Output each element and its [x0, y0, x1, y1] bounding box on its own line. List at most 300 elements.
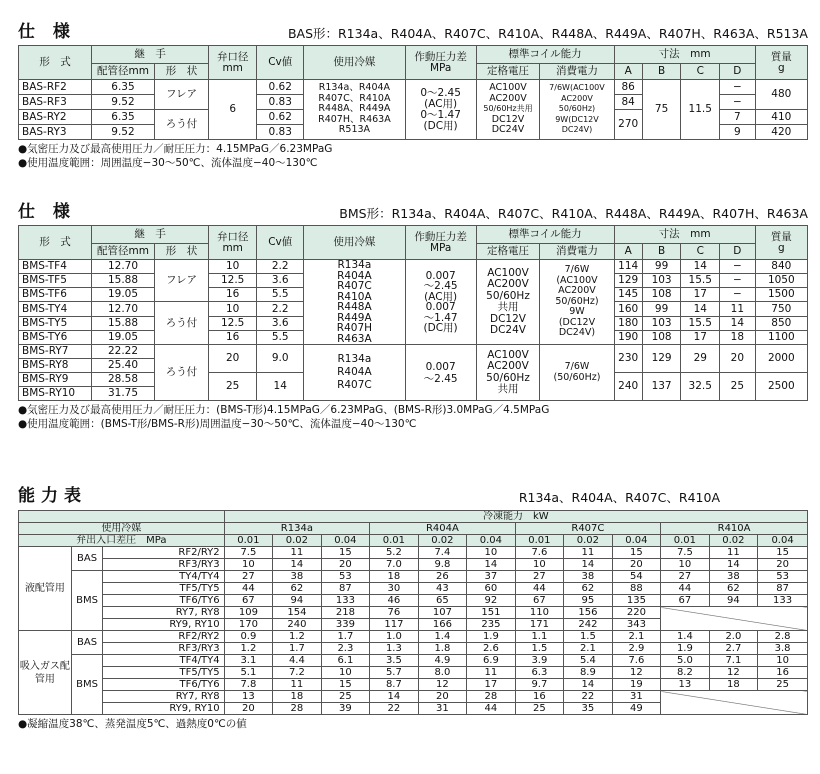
cap-value-cell: 37	[467, 571, 516, 583]
cap-model-cell: RY9, RY10	[103, 619, 224, 631]
port-cell: 6	[209, 80, 257, 140]
model-cell: BMS-RY7	[19, 345, 92, 359]
cap-head-dp-value: 0.02	[709, 535, 758, 547]
cap-value-cell: 38	[709, 571, 758, 583]
shape-cell: フレア	[154, 260, 208, 302]
cap-value-cell: 6.1	[321, 655, 370, 667]
cap-value-cell: 1.5	[515, 643, 564, 655]
h-mass: 質量 g	[755, 226, 807, 260]
cap-value-cell: 5.2	[370, 547, 419, 559]
cap-head-dp-value: 0.01	[370, 535, 419, 547]
cap-value-cell: 10	[321, 667, 370, 679]
dp-cell: 0.007 〜2.45 (AC用) 0.007 〜1.47 (DC用)	[405, 260, 476, 345]
mass-cell: 2000	[755, 345, 807, 373]
cap-value-cell: 235	[467, 619, 516, 631]
cap-value-cell: 7.4	[418, 547, 467, 559]
mass-cell: 1100	[755, 331, 807, 345]
pipe-cell: 6.35	[92, 110, 155, 125]
cap-value-cell: 67	[515, 595, 564, 607]
cap-head-ref: R404A	[370, 523, 516, 535]
model-cell: BMS-TY5	[19, 317, 92, 331]
cap-value-cell: 1.7	[273, 643, 322, 655]
power-cell: 7/6W (50/60Hz)	[540, 345, 614, 401]
cap-value-cell: 31	[612, 691, 661, 703]
cap-value-cell: 16	[515, 691, 564, 703]
cap-value-cell: 1.7	[321, 631, 370, 643]
power-cell: 7/6W (AC100V AC200V 50/60Hz) 9W (DC12V DC24V)	[540, 260, 614, 345]
cap-value-cell: 2.7	[709, 643, 758, 655]
cap-value-cell: 43	[418, 583, 467, 595]
a-cell: 84	[614, 95, 642, 110]
port-cell: 10	[209, 302, 257, 317]
cap-title: 能力表	[18, 486, 87, 506]
cap-value-cell: 14	[370, 691, 419, 703]
cap-value-cell: 30	[370, 583, 419, 595]
cv-cell: 14	[257, 373, 304, 401]
cap-value-cell: 220	[612, 607, 661, 619]
cap-value-cell: 2.1	[564, 643, 613, 655]
bas-spec-table	[18, 45, 808, 140]
h-volt: 定格電圧	[476, 244, 540, 260]
cap-value-cell: 2.6	[467, 643, 516, 655]
cap-head-ref: R134a	[224, 523, 370, 535]
cap-value-cell: 1.0	[370, 631, 419, 643]
cap-value-cell: 14	[564, 559, 613, 571]
cap-value-cell: 12	[709, 667, 758, 679]
cap-value-cell: 11	[709, 547, 758, 559]
cap-value-cell: 15	[612, 547, 661, 559]
cap-value-cell: 38	[273, 571, 322, 583]
a-cell: 160	[614, 302, 642, 317]
cap-refrigerants: R134a、R404A、R407C、R410A	[518, 490, 720, 505]
h-port: 弁口径 mm	[209, 226, 257, 260]
cap-value-cell: 17	[467, 679, 516, 691]
cap-value-cell: 1.8	[418, 643, 467, 655]
cap-value-cell: 38	[564, 571, 613, 583]
refrig-cell: R134a R404A R407C	[304, 345, 405, 401]
cap-value-cell: 170	[224, 619, 273, 631]
pipe-cell: 9.52	[92, 125, 155, 140]
port-cell: 16	[209, 331, 257, 345]
refrig-cell: R134a、R404A R407C、R410A R448A、R449A R407H、R463A R513A	[304, 80, 405, 140]
cv-cell: 0.62	[257, 110, 304, 125]
cv-cell: 5.5	[257, 288, 304, 302]
cap-value-cell: 0.9	[224, 631, 273, 643]
cap-value-cell: 7.6	[515, 547, 564, 559]
bas-note: ●使用温度範囲：周囲温度−30〜50℃、流体温度−40〜130℃	[18, 157, 318, 169]
bas-notes	[18, 142, 808, 170]
h-model: 形 式	[19, 226, 92, 260]
cap-value-cell: 1.5	[564, 631, 613, 643]
c-cell: 15.5	[681, 317, 720, 331]
cv-cell: 2.2	[257, 260, 304, 274]
cap-model-cell: TF4/TY4	[103, 655, 224, 667]
a-cell: 145	[614, 288, 642, 302]
refrig-cell: R134a R404A R407C R410A R448A R449A R407H R463A	[304, 260, 405, 345]
cap-value-cell: 1.3	[370, 643, 419, 655]
d-cell: 7	[720, 110, 756, 125]
cap-value-cell: 14	[467, 559, 516, 571]
volt-cell: AC100V AC200V 50/60Hz 共用 DC12V DC24V	[476, 260, 540, 345]
cap-value-cell: 20	[321, 559, 370, 571]
model-cell: BMS-RY8	[19, 359, 92, 373]
cap-value-cell: 4.9	[418, 655, 467, 667]
pipe-cell: 15.88	[92, 274, 155, 288]
cap-head-dp-value: 0.02	[564, 535, 613, 547]
pipe-cell: 19.05	[92, 331, 155, 345]
port-cell: 16	[209, 288, 257, 302]
cap-value-cell: 2.1	[612, 631, 661, 643]
cap-value-cell: 156	[564, 607, 613, 619]
model-cell: BMS-TF4	[19, 260, 92, 274]
h-model: 形 式	[19, 46, 92, 80]
pipe-cell: 31.75	[92, 387, 155, 401]
h-dp: 作動圧力差 MPa	[405, 46, 476, 80]
h-shape: 形 状	[154, 64, 208, 80]
cap-value-cell: 18	[709, 679, 758, 691]
cap-value-cell: 14	[273, 559, 322, 571]
h-volt: 定格電圧	[476, 64, 540, 80]
h-a: A	[614, 244, 642, 260]
bas-note: ●気密圧力及び最高使用圧力／耐圧圧力：4.15MPaG／6.23MPaG	[18, 143, 333, 155]
shape-cell: ろう付	[154, 302, 208, 345]
cap-head-dp-value: 0.01	[661, 535, 710, 547]
cap-value-cell: 1.4	[661, 631, 710, 643]
cap-value-cell: 46	[370, 595, 419, 607]
cap-value-cell: 49	[612, 703, 661, 715]
cap-value-cell: 27	[515, 571, 564, 583]
cap-value-cell: 7.5	[661, 547, 710, 559]
cap-value-cell: 8.0	[418, 667, 467, 679]
pipe-cell: 12.70	[92, 260, 155, 274]
a-cell: 114	[614, 260, 642, 274]
cap-value-cell: 12	[418, 679, 467, 691]
cap-value-cell: 44	[661, 583, 710, 595]
d-cell: −	[720, 288, 756, 302]
b-cell: 103	[642, 274, 681, 288]
d-cell: 14	[720, 317, 756, 331]
cap-value-cell: 8.7	[370, 679, 419, 691]
cap-value-cell: 6.3	[515, 667, 564, 679]
cap-value-cell: 18	[370, 571, 419, 583]
cap-value-cell: 10	[661, 559, 710, 571]
cap-value-cell: 16	[758, 667, 808, 679]
b-cell: 103	[642, 317, 681, 331]
cap-value-cell: 12	[612, 667, 661, 679]
cap-value-cell: 7.2	[273, 667, 322, 679]
d-cell: −	[720, 95, 756, 110]
h-a: A	[614, 64, 642, 80]
model-cell: BMS-TF6	[19, 288, 92, 302]
cv-cell: 3.6	[257, 317, 304, 331]
cap-value-cell: 4.4	[273, 655, 322, 667]
cap-value-cell: 18	[273, 691, 322, 703]
cap-value-cell: 13	[661, 679, 710, 691]
cv-cell: 0.83	[257, 95, 304, 110]
volt-cell: AC100V AC200V 50/60Hz 共用	[476, 345, 540, 401]
cap-value-cell: 7.0	[370, 559, 419, 571]
cap-value-cell: 76	[370, 607, 419, 619]
h-cv: Cv値	[257, 226, 304, 260]
b-cell: 99	[642, 302, 681, 317]
cap-value-cell: 25	[758, 679, 808, 691]
cap-value-cell: 6.9	[467, 655, 516, 667]
b-cell: 137	[642, 373, 681, 401]
capacity-table	[18, 510, 808, 715]
model-cell: BMS-RY10	[19, 387, 92, 401]
h-b: B	[642, 244, 681, 260]
pipe-cell: 12.70	[92, 302, 155, 317]
cap-value-cell: 2.3	[321, 643, 370, 655]
cap-value-cell: 20	[418, 691, 467, 703]
c-cell: 17	[681, 288, 720, 302]
cap-value-cell: 2.0	[709, 631, 758, 643]
cap-value-cell: 5.4	[564, 655, 613, 667]
cap-value-cell: 5.7	[370, 667, 419, 679]
cap-value-cell: 109	[224, 607, 273, 619]
cap-value-cell: 11	[467, 667, 516, 679]
power-cell: 7/6W(AC100V AC200V 50/60Hz) 9W(DC12V DC24V)	[540, 80, 614, 140]
cap-model-cell: TY4/TY4	[103, 571, 224, 583]
cap-value-cell: 25	[321, 691, 370, 703]
cap-value-cell: 110	[515, 607, 564, 619]
cap-model-cell: RF3/RY3	[103, 643, 224, 655]
h-power: 消費電力	[540, 64, 614, 80]
mass-cell: 420	[755, 125, 807, 140]
cap-model-cell: RF2/RY2	[103, 547, 224, 559]
cap-head-dp-value: 0.04	[321, 535, 370, 547]
cap-head-capacity: 冷凍能力 kW	[224, 511, 807, 523]
a-cell: 180	[614, 317, 642, 331]
cap-head-dp-value: 0.04	[758, 535, 808, 547]
cap-value-cell: 11	[273, 547, 322, 559]
pipe-cell: 19.05	[92, 288, 155, 302]
cap-value-cell: 242	[564, 619, 613, 631]
h-c: C	[681, 64, 720, 80]
cap-value-cell: 54	[612, 571, 661, 583]
cap-value-cell: 67	[224, 595, 273, 607]
model-cell: BAS-RY3	[19, 125, 92, 140]
cap-model-cell: RF2/RY2	[103, 631, 224, 643]
a-cell: 270	[614, 110, 642, 140]
pipe-cell: 28.58	[92, 373, 155, 387]
shape-cell: ろう付	[154, 110, 208, 140]
cap-value-cell: 67	[661, 595, 710, 607]
h-refrig: 使用冷媒	[304, 226, 405, 260]
cap-value-cell: 19	[612, 679, 661, 691]
cap-value-cell: 20	[224, 703, 273, 715]
h-c: C	[681, 244, 720, 260]
cap-series-label: BMS	[71, 655, 103, 715]
bas-section	[18, 20, 808, 170]
port-cell: 20	[209, 345, 257, 373]
cap-model-cell: RF3/RY3	[103, 559, 224, 571]
cap-head-dp-value: 0.04	[612, 535, 661, 547]
cap-value-cell: 1.9	[467, 631, 516, 643]
port-cell: 10	[209, 260, 257, 274]
d-cell: 9	[720, 125, 756, 140]
cap-value-cell: 9.7	[515, 679, 564, 691]
cap-value-cell: 15	[321, 547, 370, 559]
mass-cell: 750	[755, 302, 807, 317]
cap-model-cell: TF6/TY6	[103, 595, 224, 607]
cap-value-cell: 13	[224, 691, 273, 703]
cap-blank-head	[19, 511, 225, 523]
pipe-cell: 25.40	[92, 359, 155, 373]
cap-value-cell: 343	[612, 619, 661, 631]
cap-value-cell: 87	[758, 583, 808, 595]
capacity-section	[18, 484, 808, 731]
cap-value-cell: 171	[515, 619, 564, 631]
bms-spec-table	[18, 225, 808, 401]
cap-series-label: BAS	[71, 547, 103, 571]
h-coil: 標準コイル能力	[476, 226, 614, 244]
cap-head-dp-value: 0.01	[224, 535, 273, 547]
h-dim: 寸法 mm	[614, 226, 755, 244]
mass-cell: 410	[755, 110, 807, 125]
cap-head-dp-value: 0.02	[418, 535, 467, 547]
cap-model-cell: RY9, RY10	[103, 703, 224, 715]
cap-note: ●凝縮温度38℃、蒸発温度5℃、過熱度0℃の値	[18, 718, 247, 730]
a-cell: 190	[614, 331, 642, 345]
cap-value-cell: 94	[273, 595, 322, 607]
model-cell: BAS-RY2	[19, 110, 92, 125]
cap-usage-label: 吸入ガス配管用	[19, 631, 72, 715]
cap-value-cell: 53	[758, 571, 808, 583]
cap-value-cell: 2.9	[612, 643, 661, 655]
a-cell: 86	[614, 80, 642, 95]
a-cell: 129	[614, 274, 642, 288]
h-d: D	[720, 64, 756, 80]
cap-value-cell: 107	[418, 607, 467, 619]
cap-value-cell: 44	[467, 703, 516, 715]
cap-value-cell: 10	[515, 559, 564, 571]
mass-cell: 2500	[755, 373, 807, 401]
cap-value-cell: 7.6	[612, 655, 661, 667]
shape-cell: フレア	[154, 80, 208, 110]
cap-model-cell: RY7, RY8	[103, 691, 224, 703]
cap-value-cell: 39	[321, 703, 370, 715]
h-pipe: 配管径mm	[92, 64, 155, 80]
cap-value-cell: 94	[709, 595, 758, 607]
cap-value-cell: 9.8	[418, 559, 467, 571]
cap-head-dp-value: 0.01	[515, 535, 564, 547]
cap-value-cell: 20	[758, 559, 808, 571]
b-cell: 129	[642, 345, 681, 373]
cap-value-cell: 8.2	[661, 667, 710, 679]
cap-value-cell: 1.9	[661, 643, 710, 655]
cap-value-cell: 14	[564, 679, 613, 691]
cap-value-cell: 65	[418, 595, 467, 607]
b-cell: 75	[642, 80, 681, 140]
cap-value-cell: 133	[321, 595, 370, 607]
cv-cell: 0.83	[257, 125, 304, 140]
h-refrig: 使用冷媒	[304, 46, 405, 80]
cv-cell: 5.5	[257, 331, 304, 345]
c-cell: 15.5	[681, 274, 720, 288]
mass-cell: 480	[755, 80, 807, 110]
cap-value-cell: 133	[758, 595, 808, 607]
cap-head-dp: 弁出入口差圧 MPa	[19, 535, 225, 547]
bms-note: ●気密圧力及び最高使用圧力／耐圧圧力：(BMS-T形)4.15MPaG／6.23MPaG、(BMS-R形)3.0MPaG／4.5MPaG	[18, 404, 550, 416]
h-coil: 標準コイル能力	[476, 46, 614, 64]
cap-value-cell: 44	[515, 583, 564, 595]
cap-value-cell: 27	[661, 571, 710, 583]
cap-model-cell: TF5/TY5	[103, 583, 224, 595]
cap-value-cell: 218	[321, 607, 370, 619]
cap-value-cell: 15	[321, 679, 370, 691]
cap-value-cell: 27	[224, 571, 273, 583]
cap-value-cell: 10	[224, 559, 273, 571]
h-dim: 寸法 mm	[614, 46, 755, 64]
model-cell: BMS-RY9	[19, 373, 92, 387]
cap-value-cell: 7.1	[709, 655, 758, 667]
cap-model-cell: RY7, RY8	[103, 607, 224, 619]
bms-notes	[18, 403, 808, 431]
cap-value-cell: 11	[564, 547, 613, 559]
cap-value-cell: 44	[224, 583, 273, 595]
cap-value-cell: 10	[758, 655, 808, 667]
c-cell: 11.5	[681, 80, 720, 140]
mass-cell: 1500	[755, 288, 807, 302]
mass-cell: 840	[755, 260, 807, 274]
cap-value-cell: 3.8	[758, 643, 808, 655]
bms-note: ●使用温度範囲：(BMS-T形/BMS-R形)周囲温度−30〜50℃、流体温度−40〜130℃	[18, 418, 417, 430]
volt-cell: AC100V AC200V 50/60Hz共用 DC12V DC24V	[476, 80, 540, 140]
pipe-cell: 6.35	[92, 80, 155, 95]
h-mass: 質量 g	[755, 46, 807, 80]
d-cell: −	[720, 80, 756, 95]
cap-value-cell: 5.0	[661, 655, 710, 667]
cap-value-cell: 7.5	[224, 547, 273, 559]
cap-value-cell: 60	[467, 583, 516, 595]
d-cell: 20	[720, 345, 756, 373]
cap-value-cell: 22	[564, 691, 613, 703]
cap-value-cell: 25	[515, 703, 564, 715]
cap-value-cell: 35	[564, 703, 613, 715]
cap-value-cell: 11	[273, 679, 322, 691]
model-cell: BMS-TY4	[19, 302, 92, 317]
cap-value-cell: 62	[273, 583, 322, 595]
h-shape: 形 状	[154, 244, 208, 260]
cap-series-label: BMS	[71, 571, 103, 631]
cap-head-dp-value: 0.02	[273, 535, 322, 547]
pipe-cell: 9.52	[92, 95, 155, 110]
h-b: B	[642, 64, 681, 80]
cap-value-cell: 1.4	[418, 631, 467, 643]
cv-cell: 3.6	[257, 274, 304, 288]
cap-value-cell: 154	[273, 607, 322, 619]
h-joint: 継 手	[92, 46, 209, 64]
cap-value-cell: 339	[321, 619, 370, 631]
h-pipe: 配管径mm	[92, 244, 155, 260]
cap-value-cell: 92	[467, 595, 516, 607]
bms-refrigerants: BMS形：R134a、R404A、R407C、R410A、R448A、R449A、R407H、R463A	[339, 206, 808, 221]
mass-cell: 1050	[755, 274, 807, 288]
d-cell: 11	[720, 302, 756, 317]
port-cell: 25	[209, 373, 257, 401]
port-cell: 12.5	[209, 274, 257, 288]
h-power: 消費電力	[540, 244, 614, 260]
cap-value-cell: 1.2	[273, 631, 322, 643]
b-cell: 99	[642, 260, 681, 274]
cap-head-dp-value: 0.04	[467, 535, 516, 547]
cap-value-cell: 22	[370, 703, 419, 715]
b-cell: 108	[642, 288, 681, 302]
d-cell: 25	[720, 373, 756, 401]
c-cell: 32.5	[681, 373, 720, 401]
pipe-cell: 15.88	[92, 317, 155, 331]
